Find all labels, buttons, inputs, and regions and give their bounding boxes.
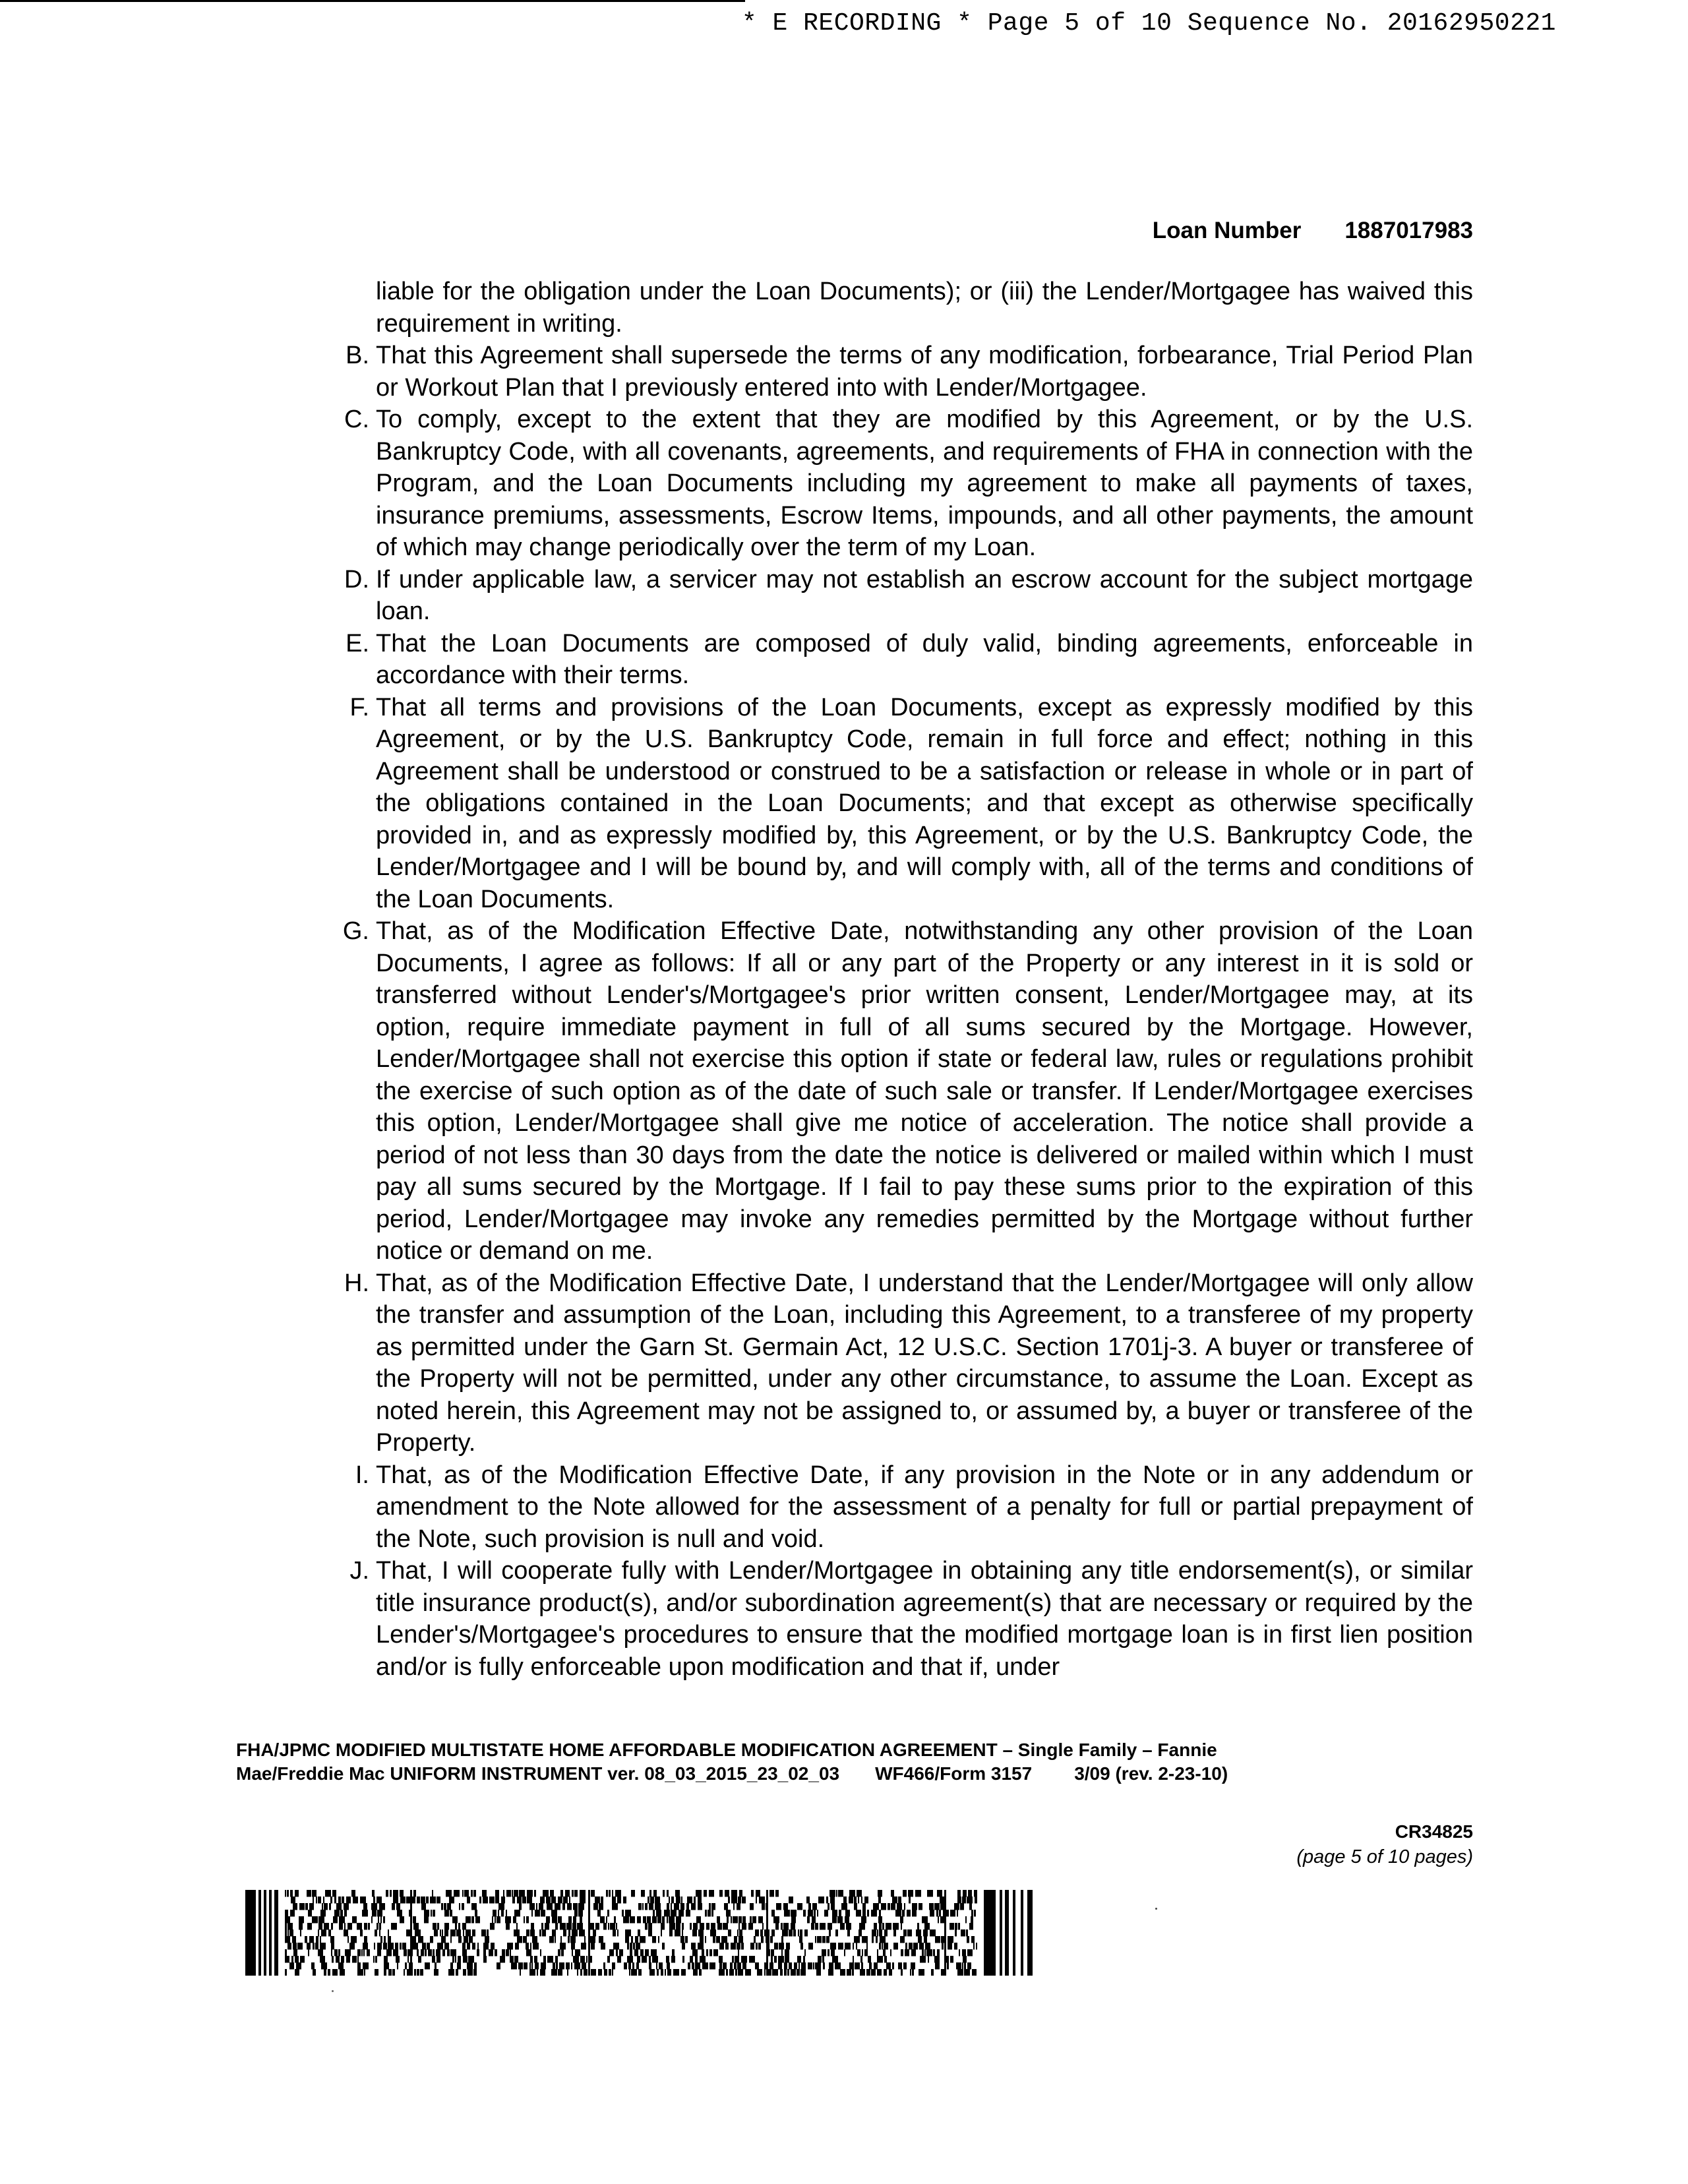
clause-text: That this Agreement shall supersede the terms of any modification, forbearance, Trial Period Plan or Workout Plan that I previously entered into with Lender/Mortgagee.: [376, 342, 1473, 402]
loan-number-label: Loan Number: [1152, 218, 1302, 243]
top-scan-rule: [0, 0, 745, 2]
intro-paragraph: [332, 276, 1473, 340]
page-count-note: (page 5 of 10 pages): [1296, 1846, 1473, 1867]
clause-text: To comply, except to the extent that they are modified by this Agreement, or by the U.S. Bankruptcy Code, with all covenants, agreements, and requirements of FHA in connection with the Program, and the Loan Documents including my agreement to make all payments of taxes, insurance premiums, assessments, Escrow Items, impounds, and all other payments, the amount of which may change periodically over the term of my Loan.: [376, 406, 1473, 561]
form-footer: [236, 1738, 1476, 1786]
clause-c: [332, 404, 1473, 564]
clause-f: [332, 692, 1473, 916]
agreement-body: [332, 276, 1473, 1683]
clause-text: That, as of the Modification Effective Date, notwithstanding any other provision of the Loan Documents, I agree as follows: If all or any part of the Property or any interest in it is sold or transferred without Lender's/Mortgagee's prior written consent, Lender/Mortgagee may, at its option, require immediate payment in full of all sums secured by the Mortgage. However, Lender/Mortgagee shall not exercise this option if state or federal law, rules or regulations prohibit the exercise of such option as of the date of such sale or transfer. If Lender/Mortgagee exercises this option, Lender/Mortgagee shall give me notice of acceleration. The notice shall provide a period of not less than 30 days from the date the notice is delivered or mailed within which I must pay all sums secured by the Mortgage. If I fail to pay these sums prior to the expiration of this period, Lender/Mortgagee may invoke any remedies permitted by the Mortgage without further notice or demand on me.: [376, 917, 1473, 1265]
clause-e: [332, 628, 1473, 692]
clause-letter: H.: [344, 1269, 369, 1297]
clause-text: That, I will cooperate fully with Lender/Mortgagee in obtaining any title endorsement(s), or similar title insurance product(s), and/or subordination agreement(s) that are necessary or required by the Lender's/Mortgagee's procedures to ensure that the modified mortgage loan is in first lien position and/or is fully enforceable upon modification and that if, under: [376, 1557, 1473, 1681]
intro-text: liable for the obligation under the Loan Documents); or (iii) the Lender/Mortgagee has waived this requirement in writing.: [376, 278, 1473, 338]
clause-b: [332, 340, 1473, 404]
barcode-image: [245, 1890, 1034, 1976]
clause-text: That all terms and provisions of the Loan Documents, except as expressly modified by this Agreement, or by the U.S. Bankruptcy Code, remain in full force and effect; nothing in this Agreement shall be understood or construed to be a satisfaction or release in whole or in part of the obligations contained in the Loan Documents; and that except as otherwise specifically provided in, and as expressly modified by, this Agreement, or by the U.S. Bankruptcy Code, the Lender/Mortgagee and I will be bound by, and will comply with, all of the terms and conditions of the Loan Documents.: [376, 693, 1473, 913]
clause-j: [332, 1555, 1473, 1683]
clause-text: That the Loan Documents are composed of duly valid, binding agreements, enforceable in accordance with their terms.: [376, 629, 1473, 689]
clause-d: [332, 564, 1473, 628]
clause-letter: D.: [344, 565, 369, 593]
clause-text: That, as of the Modification Effective Date, if any provision in the Note or in any addendum or amendment to the Note allowed for the assessment of a penalty for full or partial prepayment of the Note, such provision is null and void.: [376, 1461, 1473, 1553]
clause-text: That, as of the Modification Effective Date, I understand that the Lender/Mortgagee will only allow the transfer and assumption of the Loan, including this Agreement, to a transferee of my property as permitted under the Garn St. Germain Act, 12 U.S.C. Section 1701j-3. A buyer or transferee of the Property will not be permitted, under any other circumstance, to assume the Loan. Except as noted herein, this Agreement may not be assigned to, or assumed by, a buyer or transferee of the Property.: [376, 1269, 1473, 1457]
clause-letter: E.: [346, 629, 369, 657]
loan-number: [1153, 218, 1473, 244]
clause-letter: J.: [349, 1557, 369, 1585]
clause-h: [332, 1267, 1473, 1459]
loan-number-value: 1887017983: [1344, 218, 1473, 243]
clause-letter: F.: [349, 693, 369, 721]
clause-g: [332, 915, 1473, 1267]
form-title-line1: FHA/JPMC MODIFIED MULTISTATE HOME AFFORDABLE MODIFICATION AGREEMENT – Single Family – Fannie: [236, 1740, 1217, 1760]
clause-letter: G.: [342, 917, 369, 945]
clause-letter: I.: [355, 1461, 369, 1489]
clause-text: If under applicable law, a servicer may not establish an escrow account for the subject mortgage loan.: [376, 565, 1473, 625]
scan-speck: [332, 1990, 334, 1992]
form-revision: 3/09 (rev. 2-23-10): [1074, 1763, 1228, 1784]
form-title-line2: [236, 1762, 1476, 1786]
clause-letter: C.: [344, 406, 369, 433]
recording-header: * E RECORDING * Page 5 of 10 Sequence No. 20162950221: [741, 9, 1556, 38]
cr-code: CR34825: [1395, 1821, 1473, 1842]
scan-speck: [1155, 1908, 1157, 1910]
form-instrument-version: Mae/Freddie Mac UNIFORM INSTRUMENT ver. 08_03_2015_23_02_03: [236, 1763, 840, 1784]
form-code: WF466/Form 3157: [875, 1763, 1033, 1784]
clause-i: [332, 1459, 1473, 1556]
clause-letter: B.: [346, 342, 369, 369]
